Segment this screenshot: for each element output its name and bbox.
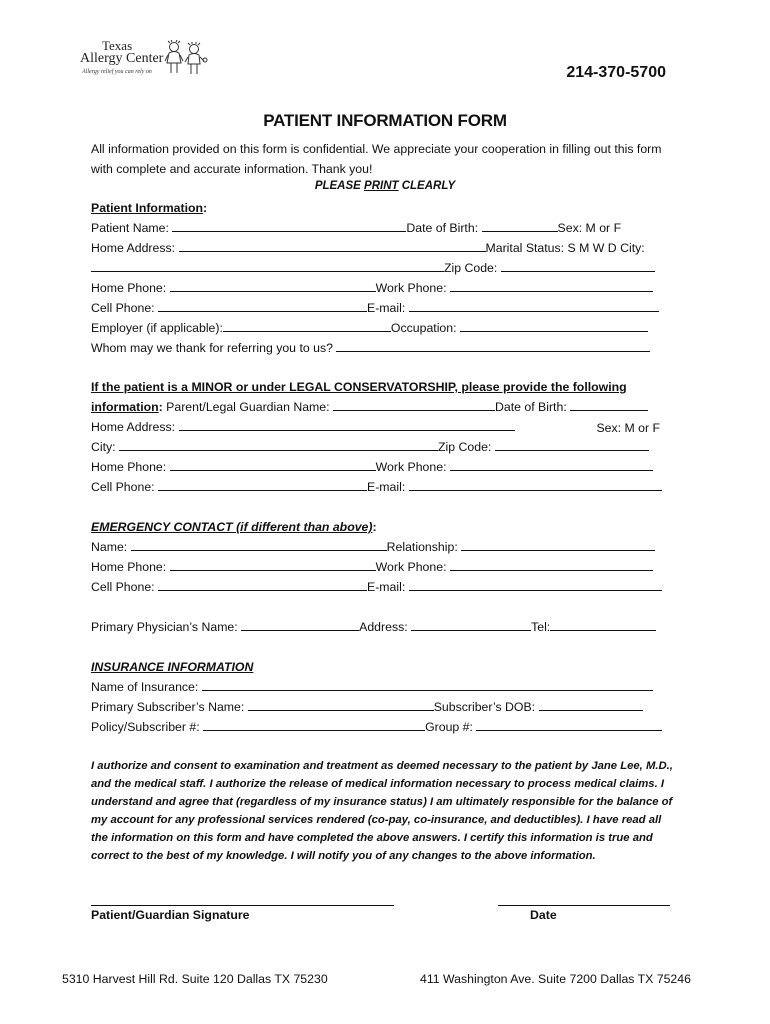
patient-work-phone-field[interactable] [450,278,653,292]
patient-cell-row: Cell Phone: E-mail: [91,298,659,318]
minor-email-field[interactable] [409,477,662,491]
patient-name-row: Patient Name: Date of Birth: Sex: M or F [91,218,621,238]
logo-tagline: Allergy relief you can rely on [82,69,152,75]
insurance-subscriber-row: Primary Subscriber’s Name: Subscriber’s DOB: [91,697,643,717]
date-label: Date [530,908,557,922]
patient-city-field[interactable] [91,258,444,272]
minor-cell-row: Cell Phone: E-mail: [91,477,662,497]
patient-info-header: Patient Information: [91,201,208,215]
minor-city-row: City: Zip Code: [91,437,649,457]
minor-zip-field[interactable] [495,437,649,451]
patient-employer-row: Employer (if applicable): Occupation: [91,318,648,338]
clinic-logo [80,38,210,80]
emergency-relationship-field[interactable] [461,537,655,551]
emergency-phone-row: Home Phone: Work Phone: [91,557,653,577]
logo-line2: Allergy Center [80,51,164,66]
insurance-name-field[interactable] [202,677,653,691]
emergency-work-phone-field[interactable] [450,557,653,571]
patient-cell-phone-field[interactable] [158,298,367,312]
minor-guardian-row: information: Parent/Legal Guardian Name: Date of Birth: [91,397,648,417]
subscriber-dob-field[interactable] [539,697,643,711]
patient-referral-field[interactable] [336,338,650,352]
patient-dob-field[interactable] [482,218,558,232]
patient-home-phone-field[interactable] [170,278,376,292]
print-instruction: PLEASE PRINT CLEARLY [314,180,456,192]
signature-label: Patient/Guardian Signature [91,908,250,922]
page-title: PATIENT INFORMATION FORM [263,111,507,130]
emergency-header: EMERGENCY CONTACT (if different than above): [91,520,377,534]
minor-city-field[interactable] [119,437,438,451]
physician-row: Primary Physician’s Name: Address: Tel: [91,617,656,637]
minor-address-row: Home Address: [91,417,515,437]
minor-sex: Sex: M or F [596,421,660,435]
footer-address-left: 5310 Harvest Hill Rd. Suite 120 Dallas TX 75230 [62,972,328,986]
signature-field[interactable] [91,905,394,906]
minor-header: If the patient is a MINOR or under LEGAL CONSERVATORSHIP, please provide the following [91,380,627,394]
patient-employer-field[interactable] [223,318,391,332]
subscriber-name-field[interactable] [248,697,434,711]
minor-home-phone-field[interactable] [170,457,376,471]
consent-statement: I authorize and consent to examination and treatment as deemed necessary to the patient by Jane Lee, M.D., and the medical staff. I authorize the release of medical information necessary to process medical claims. I understand and agree that (regardless of my insurance status) I am ultimately responsible for the balance of my account for any professional services rendered (co-pay, co-insurance, and deductibles). I have read all the information on this form and have completed the above answers. I certify this information is true and correct to the best of my knowledge. I will notify you of any changes to the above information. [91,760,673,862]
children-illustration-icon [164,40,208,78]
group-number-field[interactable] [476,717,662,731]
patient-address-field[interactable] [179,238,486,252]
physician-address-field[interactable] [411,617,531,631]
minor-work-phone-field[interactable] [450,457,653,471]
physician-tel-field[interactable] [550,617,656,631]
minor-cell-phone-field[interactable] [158,477,367,491]
minor-phone-row: Home Phone: Work Phone: [91,457,653,477]
insurance-name-row: Name of Insurance: [91,677,653,697]
footer-address-right: 411 Washington Ave. Suite 7200 Dallas TX 75246 [420,972,691,986]
emergency-home-phone-field[interactable] [170,557,376,571]
minor-address-field[interactable] [179,417,515,431]
emergency-name-field[interactable] [131,537,387,551]
policy-number-field[interactable] [203,717,425,731]
emergency-cell-phone-field[interactable] [158,577,367,591]
emergency-name-row: Name: Relationship: [91,537,655,557]
guardian-name-field[interactable] [333,397,495,411]
logo-line1: Texas [102,38,133,53]
patient-city-row: Zip Code: [91,258,655,278]
patient-name-field[interactable] [172,218,406,232]
physician-name-field[interactable] [241,617,359,631]
patient-occupation-field[interactable] [460,318,648,332]
insurance-policy-row: Policy/Subscriber #: Group #: [91,717,662,737]
date-field[interactable] [498,905,670,906]
patient-phone-row: Home Phone: Work Phone: [91,278,653,298]
insurance-header: INSURANCE INFORMATION [91,660,254,674]
emergency-email-field[interactable] [409,577,662,591]
patient-address-row: Home Address: Marital Status: S M W D City: [91,238,645,258]
emergency-cell-row: Cell Phone: E-mail: [91,577,662,597]
intro-text: All information provided on this form is confidential. We appreciate your cooperation in filling out this form with complete and accurate information. Thank you! [91,142,662,176]
patient-zip-field[interactable] [501,258,655,272]
minor-dob-field[interactable] [570,397,648,411]
patient-referral-row: Whom may we thank for referring you to us? [91,338,650,358]
phone-number: 214-370-5700 [566,64,666,81]
patient-email-field[interactable] [409,298,659,312]
